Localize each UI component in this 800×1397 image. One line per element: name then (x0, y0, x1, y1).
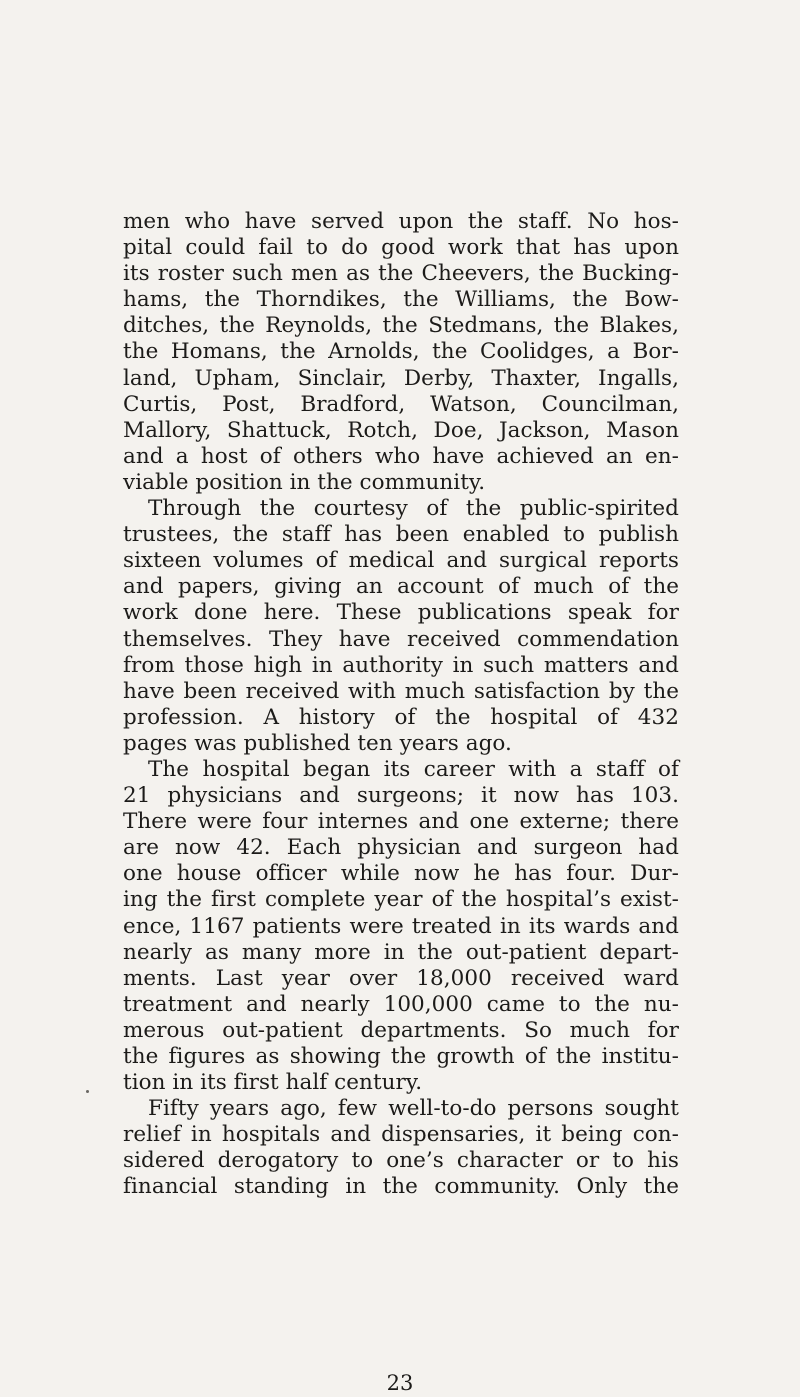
text-line: the Homans, the Arnolds, the Coolidges, a Bor- (123, 339, 679, 365)
text-line: Mallory, Shattuck, Rotch, Doe, Jackson, Mason (123, 417, 679, 443)
text-line: merous out-patient departments. So much for (123, 1017, 679, 1043)
text-line: tion in its first half century. (123, 1070, 423, 1096)
page-number: 23 (386, 1371, 414, 1395)
text-line: sixteen volumes of medical and surgical reports (123, 548, 679, 574)
text-line: have been received with much satisfaction by the (123, 678, 679, 704)
text-line: ing the first complete year of the hospital’s exist- (123, 887, 679, 913)
text-line: men who have served upon the staff. No hos- (123, 209, 679, 234)
paper-speck (86, 1090, 89, 1093)
text-line: pages was published ten years ago. (123, 730, 512, 756)
text-line: work done here. These publications speak for (123, 600, 679, 626)
body-text (123, 209, 679, 1201)
text-line: relief in hospitals and dispensaries, it being con- (123, 1122, 679, 1148)
text-line: 21 physicians and surgeons; it now has 103. (123, 783, 679, 809)
text-line: hams, the Thorndikes, the Williams, the Bow- (123, 287, 679, 313)
paragraph-first-line: Through the courtesy of the public-spirited (148, 496, 679, 522)
text-line: one house officer while now he has four. Dur- (123, 861, 679, 887)
text-line: trustees, the staff has been enabled to publish (123, 522, 679, 548)
text-line: pital could fail to do good work that has upon (123, 235, 679, 261)
text-line: sidered derogatory to one’s character or to his (123, 1148, 679, 1174)
text-line: viable position in the community. (123, 469, 486, 495)
text-line: financial standing in the community. Only the (123, 1174, 679, 1200)
text-line: from those high in authority in such matters and (123, 652, 679, 678)
paragraph-first-line: The hospital began its career with a staff of (148, 756, 679, 782)
text-line: profession. A history of the hospital of 432 (123, 704, 679, 730)
text-line: its roster such men as the Cheevers, the Bucking- (123, 261, 679, 287)
text-line: the figures as showing the growth of the institu- (123, 1044, 679, 1069)
text-line: themselves. They have received commendation (123, 626, 679, 652)
text-line: There were four internes and one externe; there (123, 809, 679, 835)
text-line: ence, 1167 patients were treated in its wards and (123, 913, 679, 939)
text-line: are now 42. Each physician and surgeon had (123, 835, 679, 861)
paragraph-first-line: Fifty years ago, few well-to-do persons sought (148, 1096, 679, 1122)
text-line: ditches, the Reynolds, the Stedmans, the Blakes, (123, 313, 679, 339)
text-line: ments. Last year over 18,000 received ward (123, 965, 679, 991)
text-line: treatment and nearly 100,000 came to the nu- (123, 991, 679, 1017)
text-line: nearly as many more in the out-patient depart- (123, 939, 679, 965)
text-line: and papers, giving an account of much of the (123, 574, 679, 600)
text-line: Curtis, Post, Bradford, Watson, Councilman, (123, 391, 679, 417)
text-line: and a host of others who have achieved an en- (123, 443, 679, 469)
text-line: land, Upham, Sinclair, Derby, Thaxter, Ingalls, (123, 365, 679, 391)
